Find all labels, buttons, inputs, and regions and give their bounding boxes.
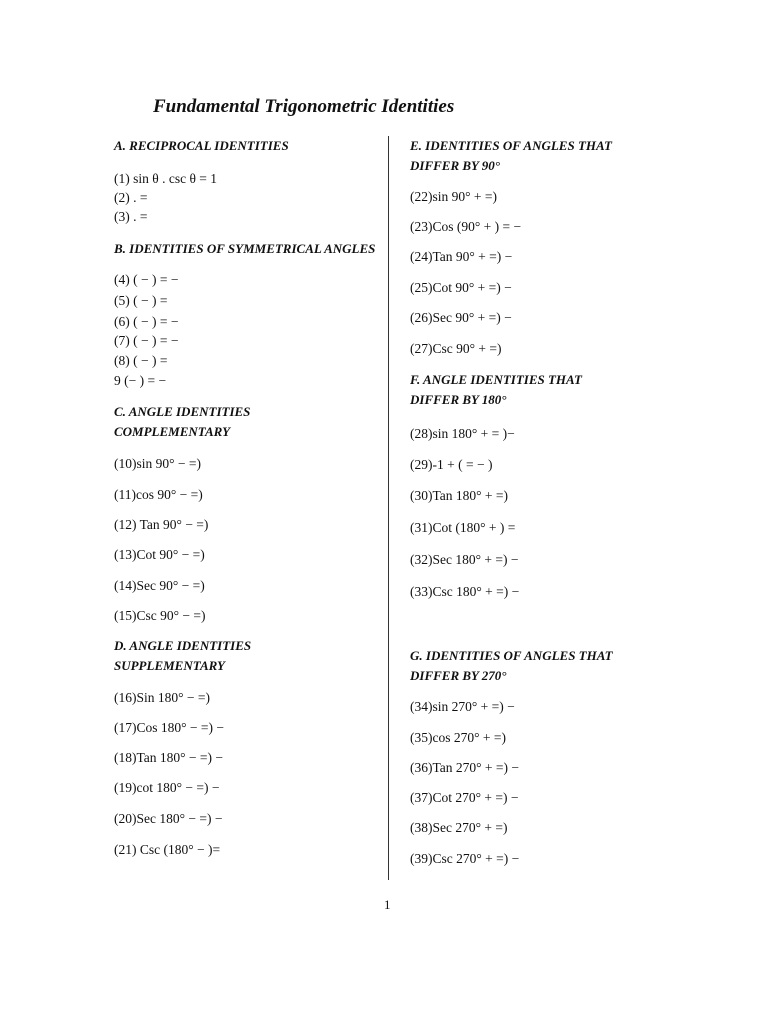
identity-row: (8) ( − ) = xyxy=(114,353,168,368)
page-number: 1 xyxy=(384,897,391,912)
identity-row: (38)Sec 270° + =) xyxy=(410,820,508,835)
section-d-heading: SUPPLEMENTARY xyxy=(114,658,226,673)
identity-row: (7) ( − ) = − xyxy=(114,333,179,348)
identity-row: (34)sin 270° + =) − xyxy=(410,699,515,714)
identity-row: (15)Csc 90° − =) xyxy=(114,608,206,623)
identity-row: (20)Sec 180° − =) − xyxy=(114,811,223,826)
identity-row: (23)Cos (90° + ) = − xyxy=(410,219,522,234)
identity-row: (12) Tan 90° − =) xyxy=(114,517,209,532)
section-c-heading: C. ANGLE IDENTITIES xyxy=(114,404,251,419)
section-c-heading: COMPLEMENTARY xyxy=(114,424,231,439)
identity-row: (18)Tan 180° − =) − xyxy=(114,750,224,765)
identity-row: (28)sin 180° + = )− xyxy=(410,426,515,441)
identity-row: (16)Sin 180° − =) xyxy=(114,690,210,705)
section-e-heading: E. IDENTITIES OF ANGLES THAT xyxy=(410,138,612,153)
identity-row: (37)Cot 270° + =) − xyxy=(410,790,519,805)
identity-row: (21) Csc (180° − )= xyxy=(114,842,221,857)
section-g-heading: G. IDENTITIES OF ANGLES THAT xyxy=(410,648,613,663)
identity-row: (32)Sec 180° + =) − xyxy=(410,552,519,567)
identity-row: (27)Csc 90° + =) xyxy=(410,341,502,356)
section-f-heading: F. ANGLE IDENTITIES THAT xyxy=(410,372,582,387)
section-f-heading: DIFFER BY 180° xyxy=(410,392,507,407)
identity-row: (13)Cot 90° − =) xyxy=(114,547,205,562)
identity-row: (35)cos 270° + =) xyxy=(410,730,506,745)
identity-row: (3) . = xyxy=(114,209,148,224)
identity-row: (10)sin 90° − =) xyxy=(114,456,201,471)
identity-row: (14)Sec 90° − =) xyxy=(114,578,205,593)
identity-row: (1) sin θ . csc θ = 1 xyxy=(114,171,218,186)
identity-row: (33)Csc 180° + =) − xyxy=(410,584,520,599)
section-d-heading: D. ANGLE IDENTITIES xyxy=(114,638,252,653)
identity-row: (25)Cot 90° + =) − xyxy=(410,280,512,295)
identity-row: (5) ( − ) = xyxy=(114,293,168,308)
identity-row: (26)Sec 90° + =) − xyxy=(410,310,512,325)
identity-row: (24)Tan 90° + =) − xyxy=(410,249,513,264)
identity-row: (31)Cot (180° + ) = xyxy=(410,520,516,535)
identity-row: (19)cot 180° − =) − xyxy=(114,780,220,795)
identity-row: (29)-1 + ( = − ) xyxy=(410,457,493,472)
identity-row: (36)Tan 270° + =) − xyxy=(410,760,520,775)
identity-row: (2) . = xyxy=(114,190,148,205)
identity-row: (22)sin 90° + =) xyxy=(410,189,497,204)
section-e-heading: DIFFER BY 90° xyxy=(410,158,500,173)
identity-row: (11)cos 90° − =) xyxy=(114,487,203,502)
section-a-heading: A. RECIPROCAL IDENTITIES xyxy=(114,138,289,153)
page-title: Fundamental Trigonometric Identities xyxy=(153,96,455,117)
identity-row: (17)Cos 180° − =) − xyxy=(114,720,224,735)
section-g-heading: DIFFER BY 270° xyxy=(410,668,507,683)
column-divider xyxy=(388,136,389,880)
section-b-heading: B. IDENTITIES OF SYMMETRICAL ANGLES xyxy=(114,241,376,256)
identity-row: (6) ( − ) = − xyxy=(114,314,179,329)
identity-row: (39)Csc 270° + =) − xyxy=(410,851,520,866)
identity-row: (4) ( − ) = − xyxy=(114,272,179,287)
identity-row: (30)Tan 180° + =) xyxy=(410,488,509,503)
identity-row: 9 (− ) = − xyxy=(114,373,167,388)
